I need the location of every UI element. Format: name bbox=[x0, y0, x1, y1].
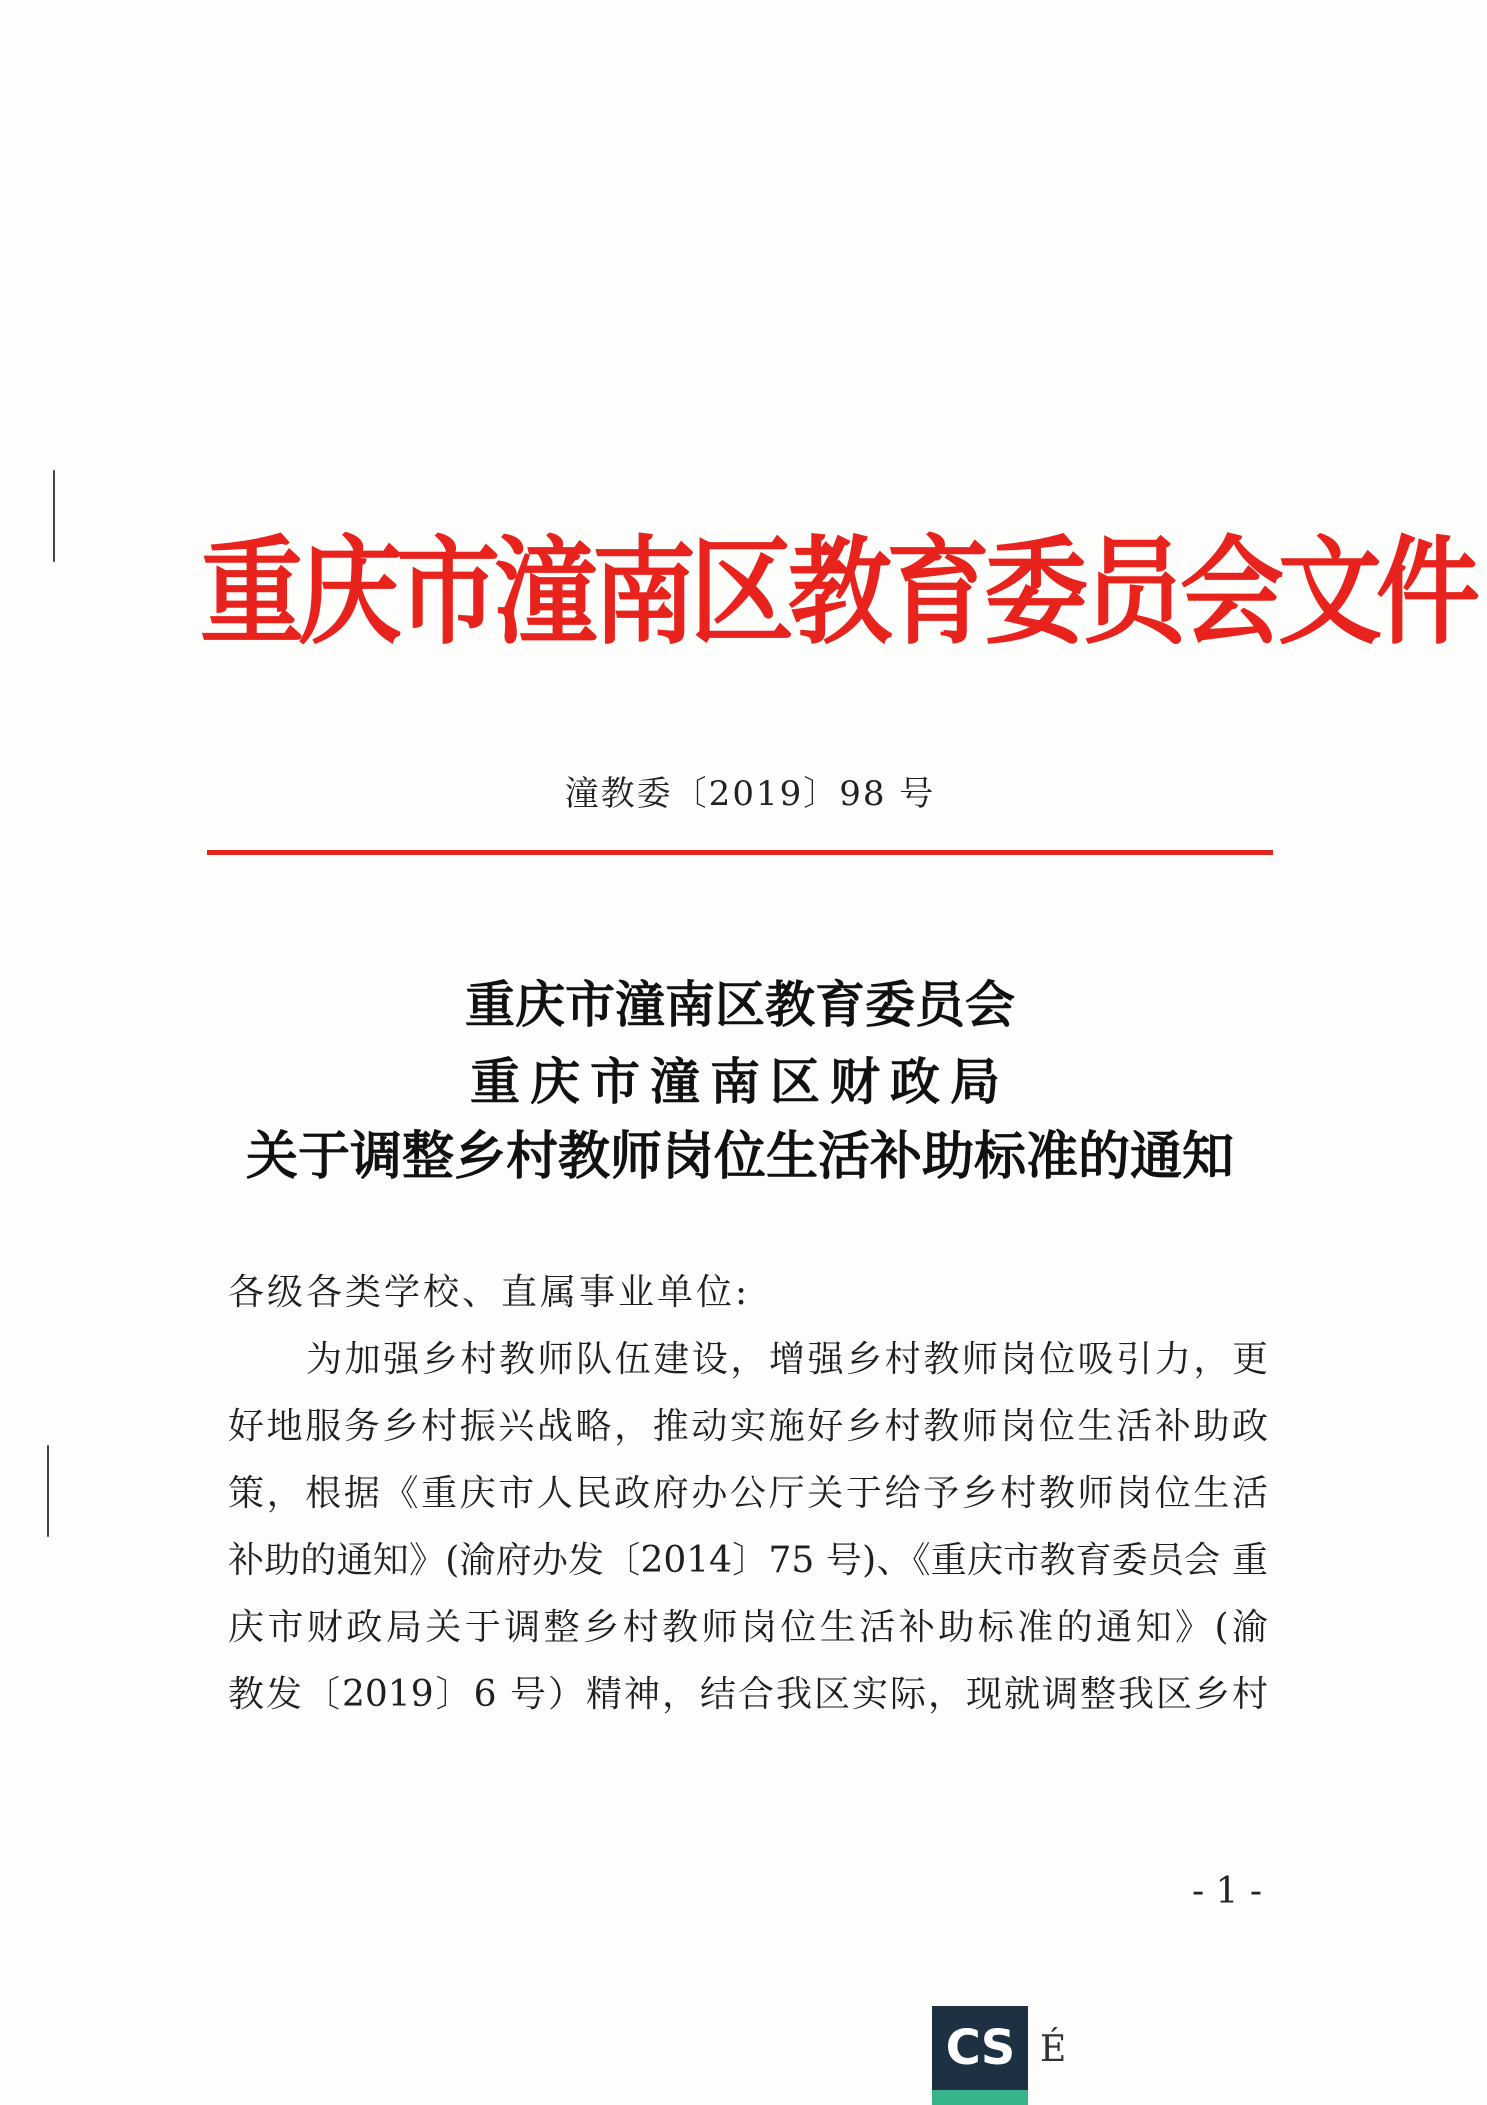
body-line: 好地服务乡村振兴战略，推动实施好乡村教师岗位生活补助政 bbox=[228, 1406, 1268, 1447]
letterhead-divider bbox=[207, 850, 1273, 855]
body-line: 庆市财政局关于调整乡村教师岗位生活补助标准的通知》(渝 bbox=[228, 1607, 1268, 1648]
issuer-finance-bureau: 重庆市潼南区财政局 bbox=[470, 1053, 1010, 1111]
scanner-logo-stripe bbox=[932, 2090, 1028, 2105]
document-number: 潼教委〔2019〕98 号 bbox=[564, 774, 936, 814]
binding-mark bbox=[53, 470, 55, 562]
body-line: 策，根据《重庆市人民政府办公厅关于给予乡村教师岗位生活 bbox=[228, 1473, 1268, 1514]
scanner-logo-badge: CS bbox=[932, 2006, 1028, 2090]
body-line: 教发〔2019〕6 号）精神，结合我区实际，现就调整我区乡村 bbox=[228, 1674, 1268, 1715]
letterhead-title: 重庆市潼南区教育委员会文件 bbox=[200, 523, 1475, 661]
document-subject: 关于调整乡村教师岗位生活补助标准的通知 bbox=[245, 1127, 1234, 1187]
issuer-education-committee: 重庆市潼南区教育委员会 bbox=[465, 976, 1015, 1034]
body-line: 为加强乡村教师队伍建设，增强乡村教师岗位吸引力，更 bbox=[306, 1339, 1268, 1380]
salutation: 各级各类学校、直属事业单位: bbox=[228, 1272, 751, 1313]
body-line: 补助的通知》(渝府办发〔2014〕75 号)、《重庆市教育委员会 重 bbox=[228, 1540, 1268, 1581]
binding-mark bbox=[47, 1445, 49, 1537]
scanner-logo-suffix: É bbox=[1040, 2029, 1067, 2070]
page-number: - 1 - bbox=[1191, 1871, 1263, 1912]
